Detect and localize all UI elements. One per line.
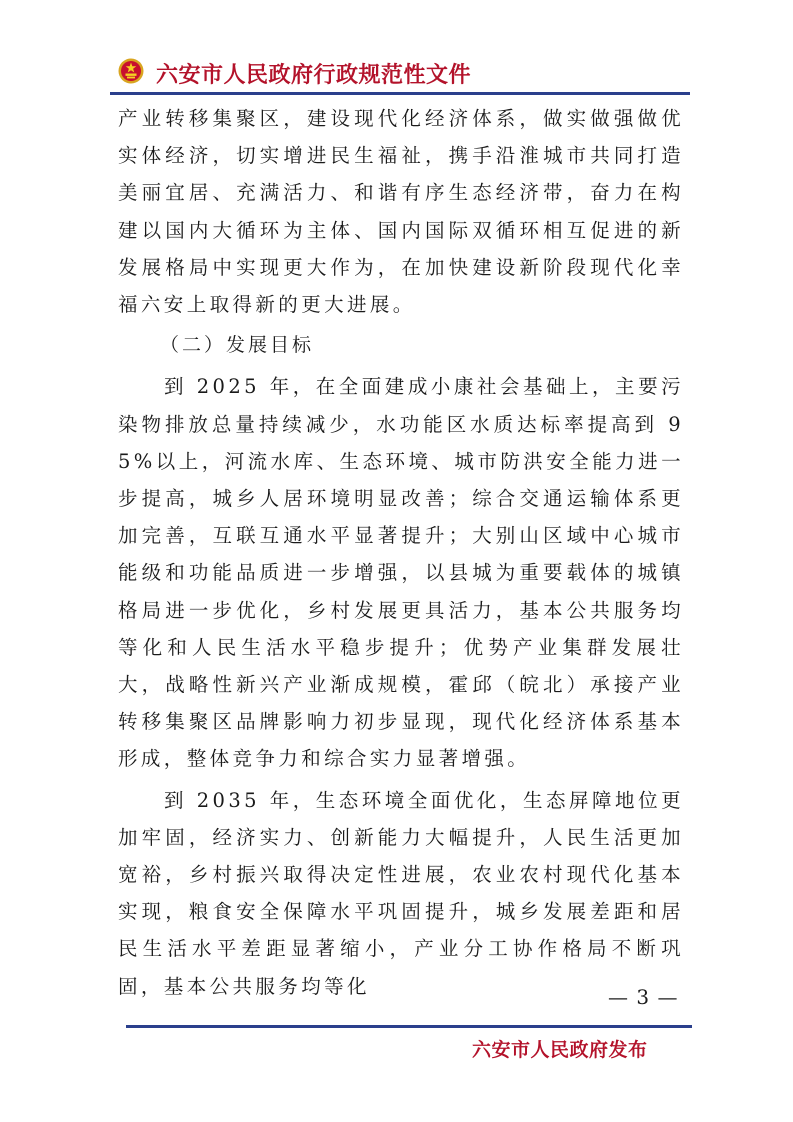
body-paragraph: 到 2035 年，生态环境全面优化，生态屏障地位更加牢固，经济实力、创新能力大幅提升，人民生活更加宽裕，乡村振兴取得决定性进展，农业农村现代化基本实现，粮食安全保障水平巩固提升，城乡发展差距和居民生活水平差距显著缩小，产业分工协作格局不断巩固，基本公共服务均等化: [118, 788, 684, 998]
body-paragraph: 产业转移集聚区，建设现代化经济体系，做实做强做优实体经济，切实增进民生福祉，携手沿淮城市共同打造美丽宜居、充满活力、和谐有序生态经济带，奋力在构建以国内大循环为主体、国内国际双循环相互促进的新发展格局中实现更大作为，在加快建设新阶段现代化幸福六安上取得新的更大进展。: [118, 107, 684, 317]
header-title: 六安市人民政府行政规范性文件: [156, 63, 472, 88]
footer-publisher: 六安市人民政府发布: [472, 1039, 648, 1061]
document-body: [118, 100, 684, 1005]
page-number: — 3 —: [608, 985, 679, 1009]
header-divider: [110, 92, 690, 95]
body-paragraph: 到 2025 年，在全面建成小康社会基础上，主要污染物排放总量持续减少，水功能区水质达标率提高到 95%以上，河流水库、生态环境、城市防洪安全能力进一步提高，城乡人居环境明显改善；综合交通运输体系更加完善，互联互通水平显著提升；大别山区域中心城市能级和功能品质进一步增强，以县城为重要载体的城镇格局进一步优化，乡村发展更具活力，基本公共服务均等化和人民生活水平稳步提升；优势产业集群发展壮大，战略性新兴产业渐成规模，霍邱（皖北）承接产业转移集聚区品牌影响力初步显现，现代化经济体系基本形成，整体竞争力和综合实力显著增强。: [118, 375, 684, 771]
national-emblem-icon: [118, 58, 144, 84]
document-header: [110, 56, 690, 96]
section-heading: （二）发展目标: [160, 334, 315, 357]
footer-divider: [126, 1025, 692, 1028]
